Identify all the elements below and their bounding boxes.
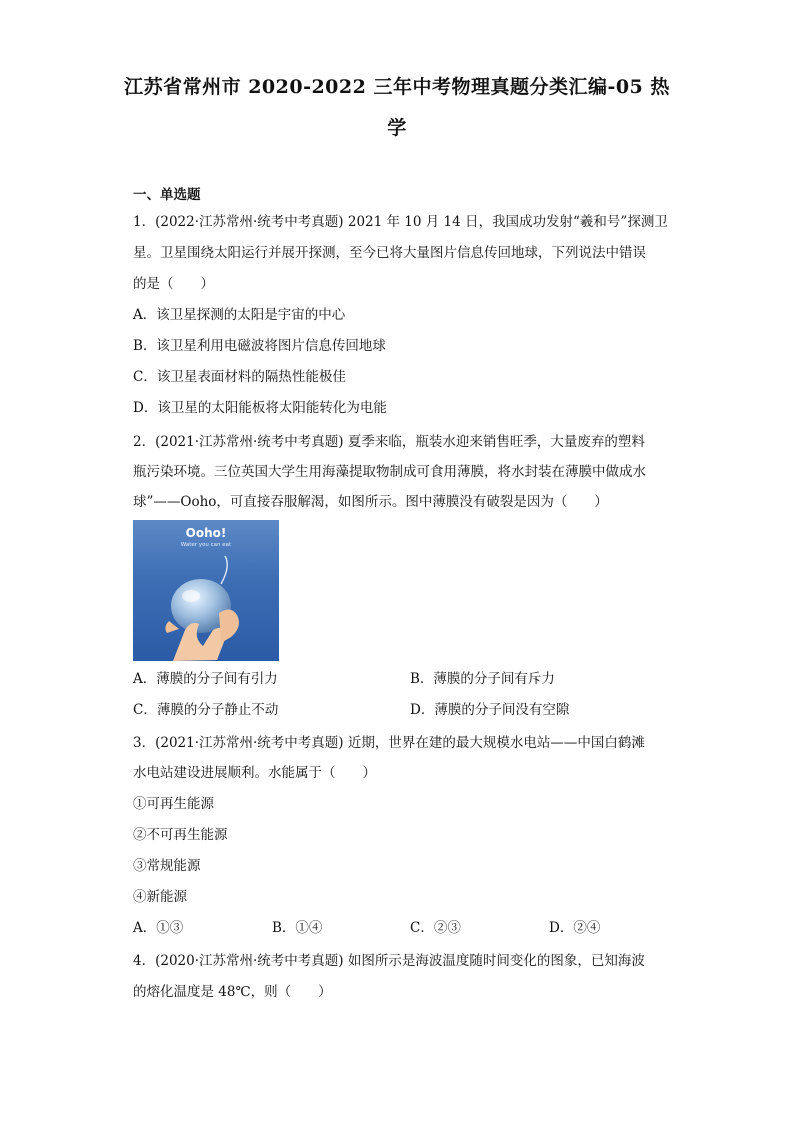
q3-item-2: ②不可再生能源 xyxy=(133,827,228,843)
page-title-continued: 学 xyxy=(387,117,407,139)
q2-option-d: D．薄膜的分子间没有空隙 xyxy=(410,702,570,718)
q2-option-c: C．薄膜的分子静止不动 xyxy=(133,702,279,718)
ooho-photo xyxy=(133,520,279,661)
q3-item-1: ①可再生能源 xyxy=(133,796,214,812)
q2-option-b: B．薄膜的分子间有斥力 xyxy=(410,671,555,687)
q2-option-a: A．薄膜的分子间有引力 xyxy=(133,671,278,687)
q3-option-c: C．②③ xyxy=(410,920,461,936)
q1-option-b: B．该卫星利用电磁波将图片信息传回地球 xyxy=(133,338,386,354)
q3-option-b: B．①④ xyxy=(272,920,323,936)
q2-stem-line2: 瓶污染环境。三位英国大学生用海藻提取物制成可食用薄膜，将水封装在薄膜中做成水 xyxy=(133,464,646,480)
water-ball-in-hand-illustration xyxy=(133,520,279,661)
q3-stem-line2: 水电站建设进展顺利。水能属于（ ） xyxy=(133,765,376,781)
q3-item-4: ④新能源 xyxy=(133,889,187,905)
q1-stem-line2: 星。卫星围绕太阳运行并展开探测，至今已将大量图片信息传回地球，下列说法中错误 xyxy=(133,245,646,261)
photo-caption-subtitle: Water you can eat xyxy=(180,542,232,548)
q4-stem-line1: 4．(2020·江苏常州·统考中考真题) 如图所示是海波温度随时间变化的图象，已知海波 xyxy=(133,953,645,969)
q3-option-d: D．②④ xyxy=(549,920,601,936)
q2-stem-line1: 2．(2021·江苏常州·统考中考真题) 夏季来临，瓶装水迎来销售旺季，大量废弃的塑料 xyxy=(133,434,645,450)
photo-caption-title: Ooho! xyxy=(185,526,227,540)
q3-option-a: A．①③ xyxy=(133,920,184,936)
q1-option-a: A．该卫星探测的太阳是宇宙的中心 xyxy=(133,307,346,323)
section-heading: 一、单选题 xyxy=(133,187,201,203)
q3-item-3: ③常规能源 xyxy=(133,858,201,874)
q1-stem-line1: 1．(2022·江苏常州·统考中考真题) 2021 年 10 月 14 日，我国成功发射“羲和号”探测卫 xyxy=(133,214,668,230)
q4-stem-line2: 的熔化温度是 48℃，则（ ） xyxy=(133,984,332,1000)
page-title: 江苏省常州市 2020-2022 三年中考物理真题分类汇编-05 热 xyxy=(124,76,670,98)
q1-option-c: C．该卫星表面材料的隔热性能极佳 xyxy=(133,369,346,385)
q2-stem-line3: 球”——Ooho，可直接吞服解渴，如图所示。图中薄膜没有破裂是因为（ ） xyxy=(133,494,608,510)
q1-stem-line3: 的是（ ） xyxy=(133,276,214,292)
q3-stem-line1: 3．(2021·江苏常州·统考中考真题) 近期，世界在建的最大规模水电站——中国白鹤滩 xyxy=(133,735,645,751)
q1-option-d: D．该卫星的太阳能板将太阳能转化为电能 xyxy=(133,400,387,416)
